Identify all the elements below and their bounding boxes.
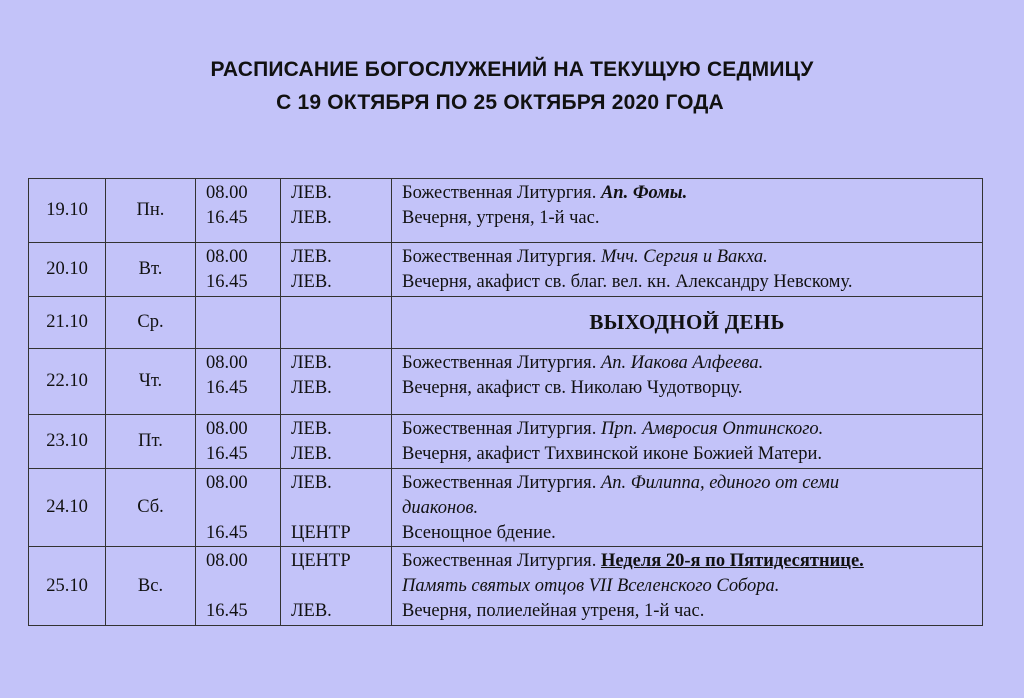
time-cell: 08.00 16.45	[196, 349, 281, 415]
service-cell: Божественная Литургия. Ап. Филиппа, единого от семи диаконов. Всенощное бдение.	[392, 469, 983, 547]
date-cell: 22.10	[29, 349, 106, 415]
feast-name: Прп. Амвросия Оптинского.	[600, 419, 824, 439]
service-cell: Божественная Литургия. Ап. Фомы. Вечерня, утреня, 1-й час.	[392, 179, 983, 243]
memory-note: Память святых отцов VII Вселенского Собора.	[402, 576, 780, 596]
weekday-cell: Вс.	[106, 547, 196, 626]
place-cell: ЦЕНТР ЛЕВ.	[281, 547, 392, 626]
service-cell: Божественная Литургия. Неделя 20-я по Пятидесятнице. Память святых отцов VII Вселенского Собора. Вечерня, полиелейная утреня, 1-й час.	[392, 547, 983, 626]
table-row	[29, 469, 983, 547]
page-subtitle: С 19 ОКТЯБРЯ ПО 25 ОКТЯБРЯ 2020 ГОДА	[276, 91, 724, 114]
date-cell: 25.10	[29, 547, 106, 626]
weekday-cell: Чт.	[106, 349, 196, 415]
weekday-cell: Сб.	[106, 469, 196, 547]
date-cell: 23.10	[29, 415, 106, 469]
service-cell: Божественная Литургия. Прп. Амвросия Оптинского. Вечерня, акафист Тихвинской иконе Божией Матери.	[392, 415, 983, 469]
place-cell: ЛЕВ. ЛЕВ.	[281, 415, 392, 469]
date-cell: 21.10	[29, 297, 106, 349]
table-row	[29, 415, 983, 469]
table-row	[29, 243, 983, 297]
time-cell: 08.00 16.45	[196, 415, 281, 469]
weekday-cell: Пт.	[106, 415, 196, 469]
place-cell	[281, 297, 392, 349]
time-cell	[196, 297, 281, 349]
feast-name: Ап. Фомы.	[600, 183, 688, 203]
weekday-cell: Вт.	[106, 243, 196, 297]
time-cell: 08.00 16.45	[196, 469, 281, 547]
date-cell: 24.10	[29, 469, 106, 547]
place-cell: ЛЕВ. ЛЕВ.	[281, 179, 392, 243]
weekday-cell: Пн.	[106, 179, 196, 243]
table-row	[29, 349, 983, 415]
table-row	[29, 547, 983, 626]
page-title: РАСПИСАНИЕ БОГОСЛУЖЕНИЙ НА ТЕКУЩУЮ СЕДМИЦУ	[210, 58, 814, 81]
place-cell: ЛЕВ. ЛЕВ.	[281, 349, 392, 415]
feast-name: Ап. Иакова Алфеева.	[600, 353, 764, 373]
table-row	[29, 297, 983, 349]
time-cell: 08.00 16.45	[196, 243, 281, 297]
service-cell: Божественная Литургия. Ап. Иакова Алфеева. Вечерня, акафист св. Николаю Чудотворцу.	[392, 349, 983, 415]
weekday-cell: Ср.	[106, 297, 196, 349]
feast-name: Ап. Филиппа, единого от семи	[600, 473, 840, 493]
date-cell: 19.10	[29, 179, 106, 243]
feast-name: Мчч. Сергия и Вакха.	[600, 247, 768, 267]
time-cell: 08.00 16.45	[196, 179, 281, 243]
sunday-name: Неделя 20-я по Пятидесятнице.	[600, 551, 864, 571]
date-cell: 20.10	[29, 243, 106, 297]
day-off-label: ВЫХОДНОЙ ДЕНЬ	[392, 297, 983, 349]
table-row	[29, 179, 983, 243]
schedule-table	[28, 178, 983, 626]
place-cell: ЛЕВ. ЛЕВ.	[281, 243, 392, 297]
service-cell: Божественная Литургия. Мчч. Сергия и Вакха. Вечерня, акафист св. благ. вел. кн. Александру Невскому.	[392, 243, 983, 297]
place-cell: ЛЕВ. ЦЕНТР	[281, 469, 392, 547]
time-cell: 08.00 16.45	[196, 547, 281, 626]
